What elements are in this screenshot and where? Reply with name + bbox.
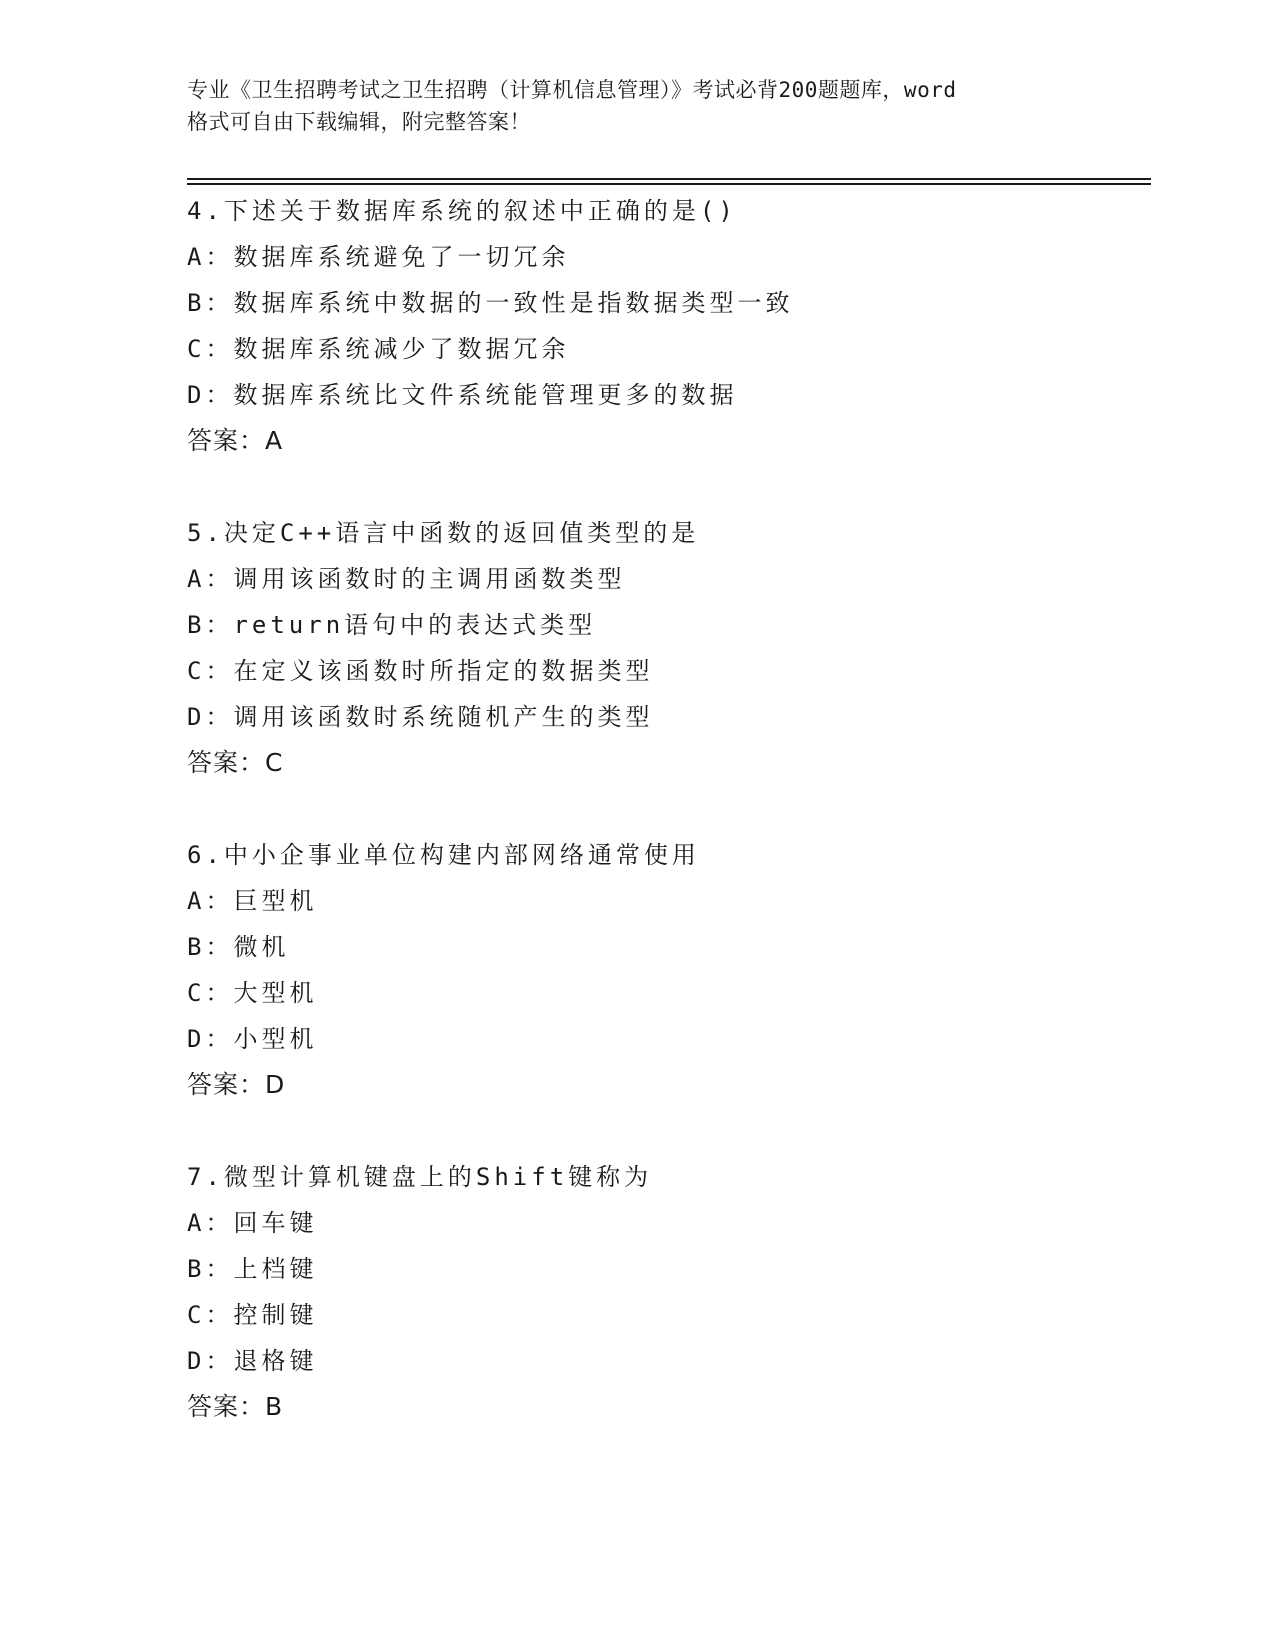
option-a: A：数据库系统避免了一切冗余 bbox=[187, 243, 570, 271]
question-spacer bbox=[187, 1108, 1147, 1154]
option-a: A：回车键 bbox=[187, 1209, 318, 1237]
header-divider-bottom bbox=[187, 183, 1151, 185]
question-6 bbox=[187, 832, 1147, 1108]
option-b: B：数据库系统中数据的一致性是指数据类型一致 bbox=[187, 289, 794, 317]
option-d: D：小型机 bbox=[187, 1025, 318, 1053]
option-d: D：数据库系统比文件系统能管理更多的数据 bbox=[187, 381, 738, 409]
question-stem: 5.决定C++语言中函数的返回值类型的是 bbox=[187, 519, 700, 547]
option-c: C：大型机 bbox=[187, 979, 318, 1007]
option-b: B：上档键 bbox=[187, 1255, 318, 1283]
option-a: A：调用该函数时的主调用函数类型 bbox=[187, 565, 626, 593]
option-c: C：数据库系统减少了数据冗余 bbox=[187, 335, 570, 363]
option-c: C：在定义该函数时所指定的数据类型 bbox=[187, 657, 654, 685]
answer-line: 答案：D bbox=[187, 1070, 286, 1099]
question-spacer bbox=[187, 786, 1147, 832]
question-list bbox=[187, 188, 1147, 1430]
option-b: B：return语句中的表达式类型 bbox=[187, 611, 597, 639]
question-stem: 7.微型计算机键盘上的Shift键称为 bbox=[187, 1163, 653, 1191]
answer-line: 答案：A bbox=[187, 426, 284, 455]
question-stem: 4.下述关于数据库系统的叙述中正确的是() bbox=[187, 197, 737, 225]
option-a: A：巨型机 bbox=[187, 887, 318, 915]
question-stem: 6.中小企事业单位构建内部网络通常使用 bbox=[187, 841, 700, 869]
option-d: D：退格键 bbox=[187, 1347, 318, 1375]
header-line-1: 专业《卫生招聘考试之卫生招聘（计算机信息管理）》考试必背200题题库，word bbox=[187, 78, 957, 102]
option-c: C：控制键 bbox=[187, 1301, 318, 1329]
option-b: B：微机 bbox=[187, 933, 290, 961]
header-divider-top bbox=[187, 178, 1151, 180]
question-5 bbox=[187, 510, 1147, 786]
answer-line: 答案：B bbox=[187, 1392, 284, 1421]
option-d: D：调用该函数时系统随机产生的类型 bbox=[187, 703, 654, 731]
question-4 bbox=[187, 188, 1147, 464]
document-header bbox=[187, 74, 1107, 138]
question-spacer bbox=[187, 464, 1147, 510]
question-7 bbox=[187, 1154, 1147, 1430]
answer-line: 答案：C bbox=[187, 748, 284, 777]
header-line-2: 格式可自由下载编辑，附完整答案！ bbox=[187, 110, 531, 134]
